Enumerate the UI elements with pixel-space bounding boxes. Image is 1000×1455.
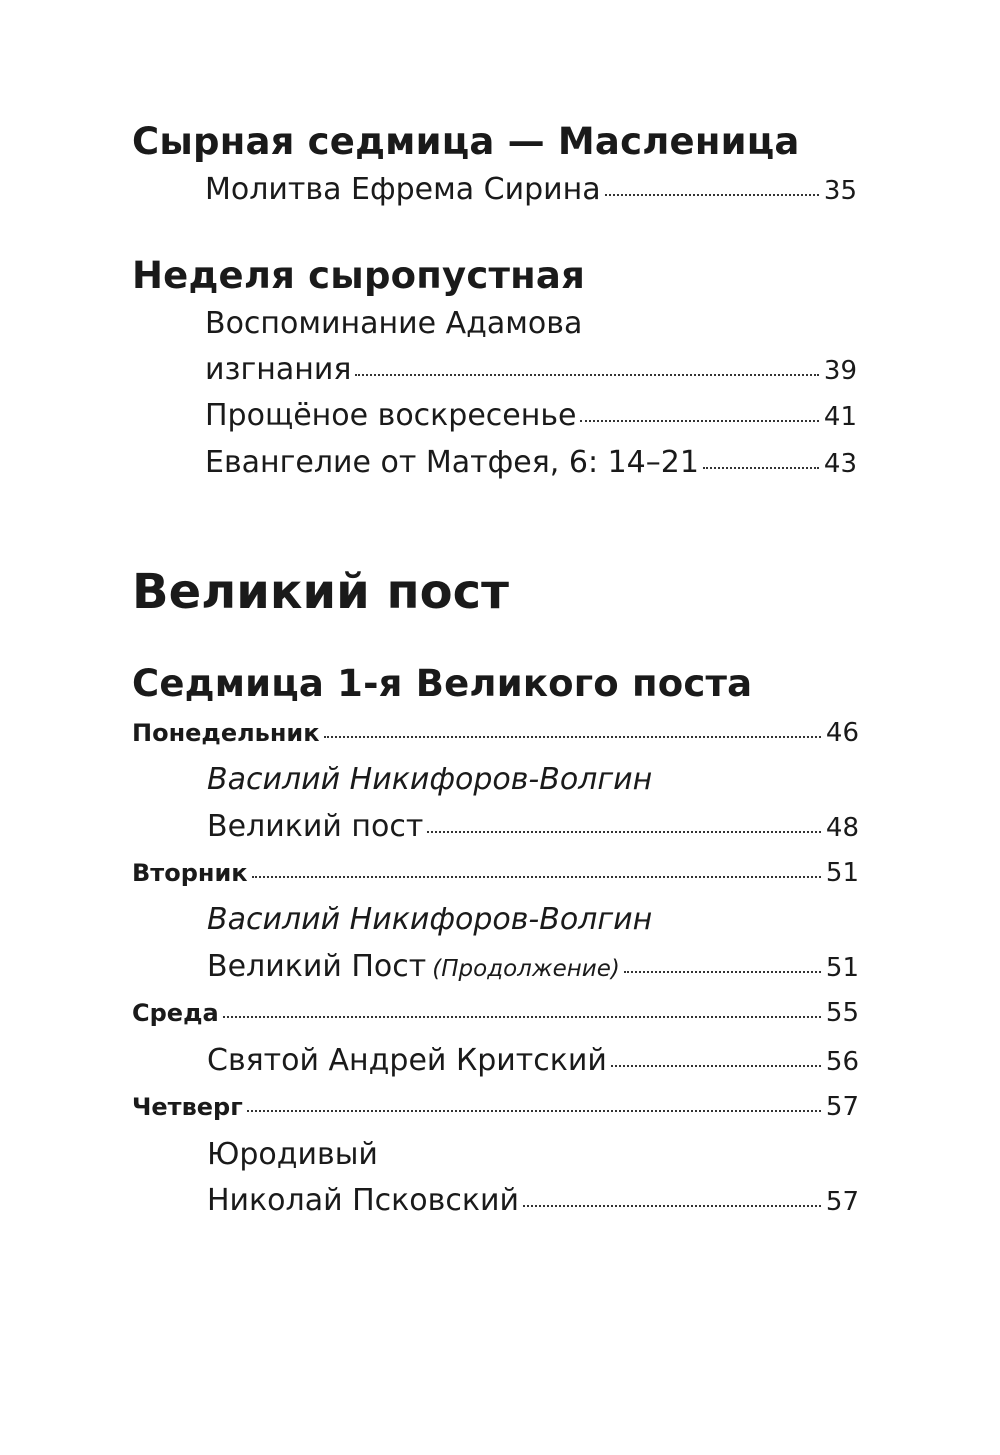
toc-page-number: 41 [823, 402, 857, 432]
toc-page-number: 51 [825, 953, 859, 983]
toc-entry-text: Святой Андрей Критский [207, 1043, 607, 1078]
leader-dots [355, 374, 819, 376]
toc-day-tuesday[interactable] [132, 858, 859, 888]
day-label: Среда [132, 999, 219, 1027]
leader-dots [580, 420, 819, 422]
toc-entry-text-line1: Юродивый [207, 1137, 378, 1172]
section-title-week1: Седмица 1-я Великого поста [132, 662, 753, 705]
toc-page-number: 35 [823, 176, 857, 206]
toc-entry-text: Николай Псковский [207, 1183, 519, 1218]
toc-page-number: 46 [825, 718, 859, 748]
toc-entry-text: Евангелие от Матфея, 6: 14–21 [205, 445, 699, 480]
toc-page-number: 43 [823, 449, 857, 479]
toc-entry-note: (Продолжение) [432, 956, 620, 982]
toc-entry[interactable] [207, 1043, 859, 1078]
toc-entry[interactable] [205, 398, 857, 433]
toc-entry[interactable] [205, 445, 857, 480]
day-label: Вторник [132, 859, 248, 887]
author-name: Василий Никифоров-Волгин [207, 902, 653, 937]
toc-page-number: 55 [825, 998, 859, 1028]
leader-dots [247, 1110, 821, 1112]
author-name: Василий Никифоров-Волгин [207, 762, 653, 797]
toc-entry[interactable] [205, 172, 857, 207]
toc-day-thursday[interactable] [132, 1092, 859, 1122]
toc-page-number: 51 [825, 858, 859, 888]
section-title-maslenitsa: Сырная седмица — Масленица [132, 120, 800, 163]
toc-entry-text: Прощёное воскресенье [205, 398, 577, 433]
toc-entry-text: Великий пост [207, 809, 424, 844]
section-title-syropustnaya: Неделя сыропустная [132, 254, 586, 297]
leader-dots [324, 736, 821, 738]
day-label: Понедельник [132, 719, 320, 747]
toc-entry-text: Великий Пост [207, 949, 427, 984]
day-label: Четверг [132, 1093, 243, 1121]
toc-day-wednesday[interactable] [132, 998, 859, 1028]
toc-entry-text-line1: Воспоминание Адамова [205, 306, 583, 341]
toc-entry[interactable] [207, 1183, 859, 1218]
toc-entry[interactable] [207, 809, 859, 844]
toc-entry[interactable] [205, 352, 857, 387]
toc-page-number: 57 [825, 1092, 859, 1122]
leader-dots [523, 1205, 821, 1207]
toc-page-number: 48 [825, 813, 859, 843]
toc-page-number: 57 [825, 1187, 859, 1217]
leader-dots [223, 1016, 821, 1018]
part-title: Великий пост [132, 564, 509, 620]
toc-entry-text: Молитва Ефрема Сирина [205, 172, 601, 207]
toc-day-monday[interactable] [132, 718, 859, 748]
leader-dots [624, 971, 821, 973]
toc-page-number: 39 [823, 356, 857, 386]
leader-dots [427, 831, 821, 833]
leader-dots [605, 194, 819, 196]
leader-dots [252, 876, 821, 878]
leader-dots [611, 1065, 821, 1067]
leader-dots [703, 467, 819, 469]
toc-entry[interactable] [207, 949, 859, 984]
toc-page-number: 56 [825, 1047, 859, 1077]
toc-entry-text: изгнания [205, 352, 352, 387]
